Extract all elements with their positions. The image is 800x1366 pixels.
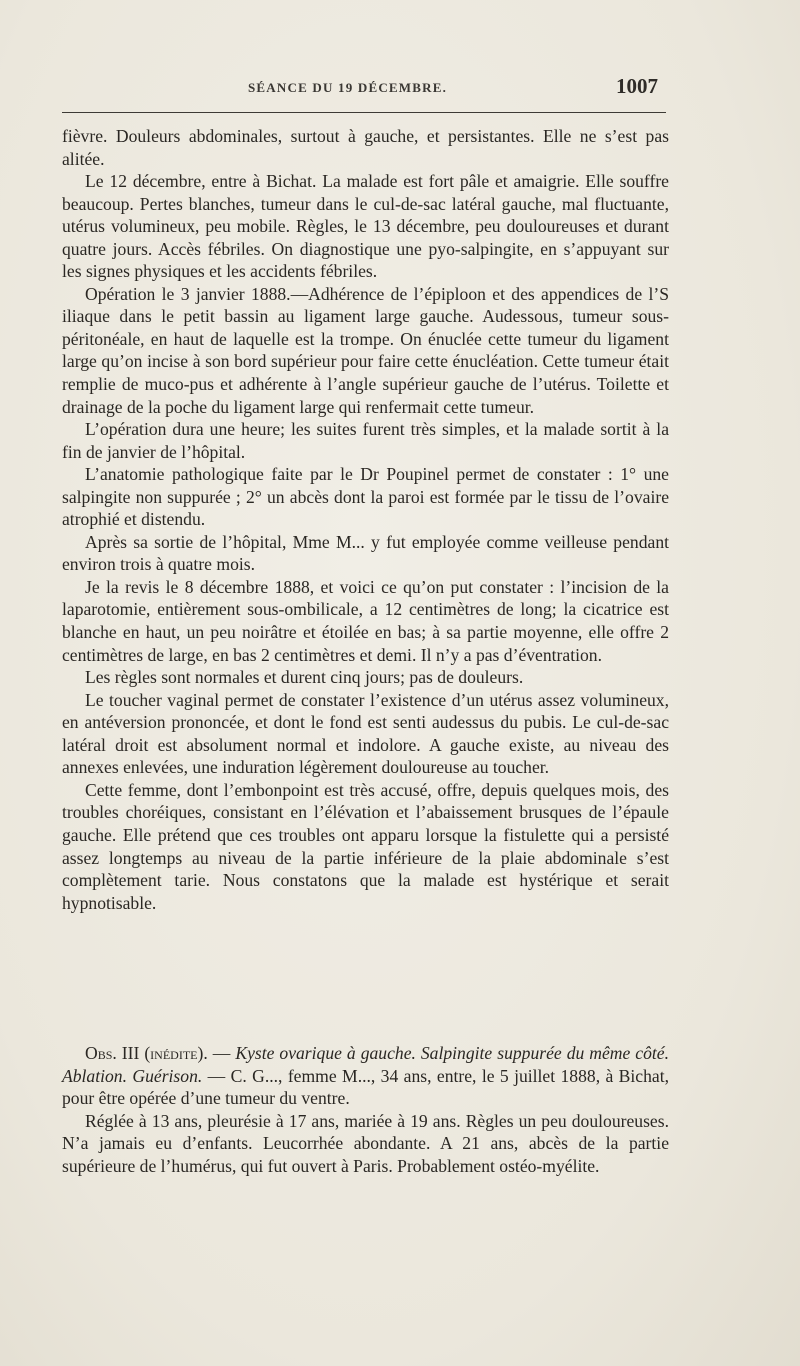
paragraph: Réglée à 13 ans, pleurésie à 17 ans, mariée à 19 ans. Règles un peu douloureuses. N’a jamais eu d’enfants. Leucorrhée abondante. A 21 ans, abcès de la partie supérieure de l’humérus, qui fut ouvert à Paris. Probablement ostéo-myélite. xyxy=(62,1110,669,1176)
paragraph: L’opération dura une heure; les suites furent très simples, et la malade sortit à la fin de janvier de l’hôpital. xyxy=(62,419,669,462)
body-text xyxy=(62,125,669,914)
header-rule xyxy=(62,112,666,113)
observation-heading xyxy=(62,1042,669,1110)
observation-label: Obs. III (inédite). — xyxy=(85,1043,231,1063)
running-title: SÉANCE DU 19 DÉCEMBRE. xyxy=(248,80,448,95)
paragraph: Le 12 décembre, entre à Bichat. La malade est fort pâle et amaigrie. Elle souffre beaucoup. Pertes blanches, tumeur dans le cul-de-sac latéral gauche, mal fluctuante, utérus volumineux, peu mobile. Règles, le 13 décembre, peu douloureuses et durant quatre jours. Accès fébriles. On diagnostique une pyo-salpingite, en s’appuyant sur les signes physiques et les accidents fébriles. xyxy=(62,171,669,282)
paragraph: Je la revis le 8 décembre 1888, et voici ce qu’on put constater : l’incision de la laparotomie, entièrement sous-ombilicale, a 12 centimètres de long; la cicatrice est blanche en haut, un peu noirâtre et étoilée en bas; à sa partie moyenne, elle offre 2 centimètres de large, en bas 2 centimètres et demi. Il n’y a pas d’éventration. xyxy=(62,576,669,665)
paragraph: Cette femme, dont l’embonpoint est très accusé, offre, depuis quelques mois, des troubles choréiques, consistant en l’élévation et l’abaissement brusques de l’épaule gauche. Elle prétend que ces troubles ont apparu lorsque la fistulette qui a persisté assez longtemps au niveau de la partie inférieure de la plaie abdominale s’est complètement tarie. Nous constatons que la malade est hystérique et serait hypnotisable. xyxy=(62,779,669,913)
observation-title: Kyste ovarique à gauche. Salpingite suppurée du même côté. Ablation. Guérison. xyxy=(62,1043,669,1086)
paragraph: Le toucher vaginal permet de constater l’existence d’un utérus assez volumineux, en antéversion prononcée, et dont le fond est senti audessus du pubis. Le cul-de-sac latéral droit est absolument normal et indolore. A gauche existe, au niveau des annexes enlevées, une induration légèrement douloureuse au toucher. xyxy=(62,689,669,778)
page-header xyxy=(248,74,668,104)
paragraph: Les règles sont normales et durent cinq jours; pas de douleurs. xyxy=(85,667,524,688)
page-number: 1007 xyxy=(616,74,658,98)
paragraph: L’anatomie pathologique faite par le Dr Poupinel permet de constater : 1° une salpingite non suppurée ; 2° un abcès dont la paroi est formée par le tissu de l’ovaire atrophié et distendu. xyxy=(62,464,669,530)
observation-intro: — C. G..., femme M..., 34 ans, entre, le 5 juillet 1888, à Bichat, pour être opérée d’une tumeur du ventre. xyxy=(62,1065,669,1109)
paragraph: fièvre. Douleurs abdominales, surtout à gauche, et persistantes. Elle ne s’est pas alitée. xyxy=(62,126,669,169)
paragraph: Après sa sortie de l’hôpital, Mme M... y fut employée comme veilleuse pendant environ trois à quatre mois. xyxy=(62,531,669,575)
paragraph: Opération le 3 janvier 1888.—Adhérence de l’épiploon et des appendices de l’S iliaque dans le petit bassin au ligament large gauche. Audessous, tumeur sous-péritonéale, en haut de laquelle est la trompe. On énuclée cette tumeur du ligament large qu’on incise à son bord supérieur pour faire cette énucléation. Cette tumeur était remplie de muco-pus et adhérente à l’angle supérieur gauche de l’utérus. Toilette et drainage de la poche du ligament large qui renfermait cette tumeur. xyxy=(62,283,669,417)
observation-section xyxy=(62,1042,669,1177)
